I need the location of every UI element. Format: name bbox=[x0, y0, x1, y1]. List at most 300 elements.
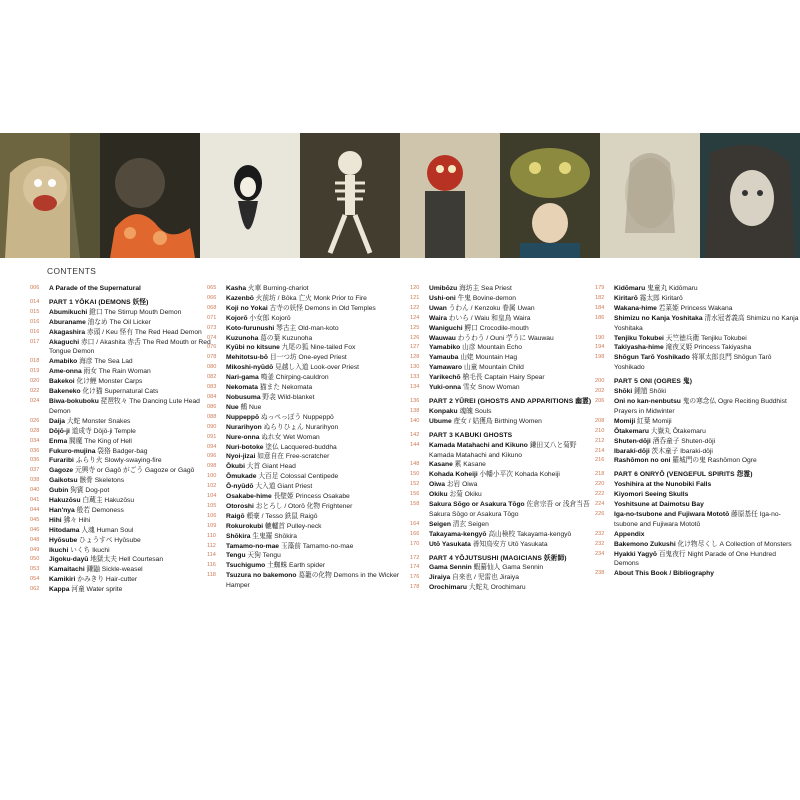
toc-entry-description: 蝦蟇仙人 Gama Sennin bbox=[471, 564, 544, 572]
toc-page-number: 136 bbox=[410, 397, 420, 404]
toc-entry[interactable] bbox=[207, 324, 416, 334]
toc-entry-title: Ubume bbox=[429, 417, 452, 425]
toc-entry[interactable] bbox=[207, 462, 416, 472]
toc-entry[interactable] bbox=[207, 294, 416, 304]
toc-entry-text bbox=[49, 417, 214, 427]
toc-entry[interactable] bbox=[410, 500, 599, 520]
toc-entry-text bbox=[429, 583, 599, 593]
toc-entry-description: 土蜘蛛 Earth spider bbox=[265, 562, 326, 570]
banner-panel-3 bbox=[200, 133, 300, 258]
toc-entry-title: Kamada Matahachi and Kikuno bbox=[429, 441, 528, 449]
toc-entry-description: 善知鳥安方 Utō Yasukata bbox=[470, 540, 548, 548]
toc-entry[interactable] bbox=[30, 367, 214, 377]
toc-entry-title: Kojorō bbox=[226, 314, 248, 322]
toc-entry-title: Nure-onna bbox=[226, 433, 260, 441]
toc-entry-description: 長壁姫 Princess Osakabe bbox=[271, 493, 350, 501]
toc-entry[interactable] bbox=[30, 338, 214, 358]
toc-entry-title: Ibaraki-dōji bbox=[614, 447, 650, 455]
toc-section-heading[interactable] bbox=[595, 377, 799, 387]
toc-entry-text bbox=[226, 482, 416, 492]
toc-entry-text bbox=[614, 540, 799, 550]
toc-page-number: 118 bbox=[207, 572, 216, 579]
toc-entry[interactable] bbox=[207, 502, 416, 512]
toc-entry-title: Ōtakemaru bbox=[614, 427, 649, 435]
toc-entry-description: 琵琶牧々 The Dancing Lute Head Demon bbox=[49, 397, 200, 415]
toc-entry-description: 滝夜叉姫 Princess Takiyasha bbox=[663, 344, 752, 352]
toc-entry-title: Iga-no-tsubone and Fujiwara Mototō bbox=[614, 510, 730, 518]
toc-entry-description: 清水冠者義高 Shimizu no Kanja Yoshitaka bbox=[614, 314, 799, 332]
toc-entry-title: Kasha bbox=[226, 285, 247, 292]
toc-entry[interactable] bbox=[207, 413, 416, 423]
toc-entry[interactable] bbox=[595, 304, 799, 314]
toc-entry[interactable] bbox=[30, 506, 214, 516]
toc-entry[interactable] bbox=[595, 284, 799, 294]
toc-entry[interactable] bbox=[595, 490, 799, 500]
toc-entry[interactable] bbox=[207, 343, 416, 353]
toc-entry-title: Jiraiya bbox=[429, 574, 451, 582]
toc-entry-title: Bakeneko bbox=[49, 388, 81, 396]
toc-entry[interactable] bbox=[595, 314, 799, 334]
toc-page-number: 110 bbox=[207, 532, 216, 539]
toc-section-heading[interactable] bbox=[410, 554, 599, 564]
toc-entry[interactable] bbox=[207, 284, 416, 294]
toc-page-number: 121 bbox=[410, 294, 420, 301]
toc-entry[interactable] bbox=[410, 480, 599, 490]
toc-entry-description: 鬼童丸 Kidōmaru bbox=[645, 285, 698, 292]
toc-entry[interactable] bbox=[410, 563, 599, 573]
toc-page-number: 046 bbox=[30, 526, 40, 533]
toc-entry[interactable] bbox=[410, 343, 599, 353]
toc-entry[interactable] bbox=[410, 324, 599, 334]
toc-page-number: 096 bbox=[207, 453, 217, 460]
toc-entry-text bbox=[429, 540, 599, 550]
toc-entry[interactable] bbox=[30, 486, 214, 496]
toc-page-number: 066 bbox=[207, 294, 217, 301]
toc-entry-text bbox=[226, 472, 416, 482]
toc-entry-text bbox=[614, 334, 799, 344]
toc-entry-text bbox=[226, 542, 416, 552]
toc-entry-text bbox=[429, 407, 599, 417]
toc-entry[interactable] bbox=[410, 407, 599, 417]
toc-entry-text bbox=[226, 383, 416, 393]
toc-entry-text bbox=[614, 304, 799, 314]
toc-entry[interactable] bbox=[207, 561, 416, 571]
toc-entry-title: Seigen bbox=[429, 520, 451, 528]
toc-entry[interactable] bbox=[207, 492, 416, 502]
toc-entry-title: Waira bbox=[429, 314, 447, 322]
toc-entry[interactable] bbox=[595, 387, 799, 397]
toc-entry-text bbox=[226, 452, 416, 462]
toc-entry-description: 霧太郎 Kiritarō bbox=[637, 294, 683, 302]
toc-entry[interactable] bbox=[410, 314, 599, 324]
toc-entry-description: 九尾の狐 Nine-tailed Fox bbox=[279, 344, 356, 352]
toc-entry-description: 河童 Water sprite bbox=[69, 586, 123, 594]
toc-page-number: 028 bbox=[30, 427, 40, 434]
toc-entry[interactable] bbox=[30, 516, 214, 526]
toc-entry[interactable] bbox=[595, 510, 799, 530]
toc-page-number: 220 bbox=[595, 481, 605, 488]
toc-entry-description: お岩 Oiwa bbox=[444, 481, 478, 489]
toc-page-number: 144 bbox=[410, 441, 420, 448]
toc-entry-description: 化け猫 Supernatural Cats bbox=[80, 388, 159, 396]
toc-entry[interactable] bbox=[30, 466, 214, 476]
toc-entry[interactable] bbox=[207, 353, 416, 363]
toc-entry[interactable] bbox=[207, 512, 416, 522]
toc-entry[interactable] bbox=[30, 357, 214, 367]
toc-entry-title: Yamabiko bbox=[429, 344, 461, 352]
toc-entry[interactable] bbox=[207, 334, 416, 344]
toc-entry[interactable] bbox=[410, 304, 599, 314]
toc-entry-title: Kuzunoha bbox=[226, 334, 259, 342]
toc-entry-title: Ikuchi bbox=[49, 546, 69, 554]
toc-entry-description: 葛籠の化物 Demons in the Wicker Hamper bbox=[226, 572, 400, 590]
toc-entry-title: Yoshitsune at Daimotsu Bay bbox=[614, 501, 704, 509]
toc-entry[interactable] bbox=[207, 482, 416, 492]
toc-section-heading[interactable] bbox=[30, 298, 214, 308]
toc-page-number: 100 bbox=[207, 473, 217, 480]
toc-entry[interactable] bbox=[30, 284, 214, 294]
toc-entry[interactable] bbox=[30, 437, 214, 447]
toc-entry-title: Tengu bbox=[226, 552, 246, 560]
toc-entry[interactable] bbox=[595, 334, 799, 344]
toc-page-number: 105 bbox=[207, 502, 217, 509]
toc-entry[interactable] bbox=[207, 423, 416, 433]
toc-entry[interactable] bbox=[207, 522, 416, 532]
toc-entry[interactable] bbox=[207, 551, 416, 561]
toc-page-number: 040 bbox=[30, 487, 40, 494]
toc-page-number: 198 bbox=[595, 354, 605, 361]
toc-entry-description: 山彦 Mountain Echo bbox=[460, 344, 522, 352]
toc-page-number: 190 bbox=[595, 334, 605, 341]
toc-entry-text bbox=[49, 536, 214, 546]
toc-entry-text bbox=[614, 387, 799, 397]
toc-entry-title: About This Book / Bibliography bbox=[614, 570, 714, 578]
toc-entry-title: Han'nya bbox=[49, 506, 75, 514]
toc-page-number: 218 bbox=[595, 471, 605, 478]
toc-entry[interactable] bbox=[595, 500, 799, 510]
toc-entry[interactable] bbox=[207, 393, 416, 403]
toc-entry[interactable] bbox=[595, 540, 799, 550]
toc-page-number: 133 bbox=[410, 374, 420, 381]
toc-entry-description: 猫また Nekomata bbox=[257, 384, 313, 392]
toc-entry[interactable] bbox=[595, 397, 799, 417]
toc-entry[interactable] bbox=[207, 383, 416, 393]
toc-entry-title: Rokurokubi bbox=[226, 522, 264, 530]
banner-panel-4 bbox=[300, 133, 400, 258]
toc-entry-text bbox=[614, 437, 799, 447]
toc-entry[interactable] bbox=[410, 383, 599, 393]
toc-entry-description: いくち Ikuchi bbox=[68, 546, 110, 554]
toc-entry-title: Tamamo-no-mae bbox=[226, 542, 280, 550]
toc-entry-title: PART 6 ONRYŌ (VENGEFUL SPIRITS 怨霊) bbox=[614, 471, 753, 479]
toc-page-number: 124 bbox=[410, 314, 420, 321]
toc-entry[interactable] bbox=[30, 476, 214, 486]
toc-page-number: 222 bbox=[595, 491, 605, 498]
toc-entry[interactable] bbox=[595, 550, 799, 570]
toc-page-number: 176 bbox=[410, 574, 420, 581]
toc-entry-text bbox=[49, 328, 214, 338]
toc-entry[interactable] bbox=[207, 363, 416, 373]
toc-entry-description: ぬっぺっぽう Nuppeppō bbox=[259, 413, 334, 421]
toc-page-number: 090 bbox=[207, 423, 217, 430]
toc-entry-text bbox=[49, 456, 214, 466]
toc-entry[interactable] bbox=[595, 343, 799, 353]
toc-entry-description: 大入道 Giant Priest bbox=[253, 483, 313, 491]
toc-entry[interactable] bbox=[595, 480, 799, 490]
toc-entry[interactable] bbox=[30, 377, 214, 387]
toc-entry-description: 天竺徳兵衛 Tenjiku Tokubei bbox=[663, 334, 747, 342]
toc-entry-description: ふらり火 Slowly-swaying-fire bbox=[73, 457, 162, 465]
toc-entry-text bbox=[429, 530, 599, 540]
toc-entry[interactable] bbox=[410, 353, 599, 363]
toc-entry-text bbox=[226, 314, 416, 324]
toc-entry[interactable] bbox=[207, 443, 416, 453]
toc-entry[interactable] bbox=[410, 470, 599, 480]
toc-entry[interactable] bbox=[30, 447, 214, 457]
toc-entry-text bbox=[226, 393, 416, 403]
toc-entry-title: Tsuchigumo bbox=[226, 562, 266, 570]
toc-entry[interactable] bbox=[410, 490, 599, 500]
toc-entry-description: 狒々 Hihi bbox=[61, 516, 91, 524]
toc-entry-description: 清玄 Seigen bbox=[450, 520, 489, 528]
toc-entry-description: わうわう / Ouni 苧うに Wauwau bbox=[455, 334, 554, 342]
toc-entry-title: Yarikechō bbox=[429, 374, 461, 382]
toc-page-number: 038 bbox=[30, 477, 40, 484]
toc-entry-text bbox=[226, 502, 416, 512]
toc-entry-title: Hakuzōsu bbox=[49, 497, 81, 505]
toc-entry-description: 見越し入道 Look-over Priest bbox=[273, 364, 360, 372]
toc-entry[interactable] bbox=[410, 583, 599, 593]
toc-entry-description: 般若 Demoness bbox=[74, 506, 124, 514]
toc-entry-text bbox=[614, 510, 799, 530]
toc-entry[interactable] bbox=[30, 456, 214, 466]
toc-entry[interactable] bbox=[207, 532, 416, 542]
toc-entry-description: 玉藻前 Tamamo-no-mae bbox=[279, 542, 354, 550]
toc-entry-text bbox=[226, 492, 416, 502]
toc-section-heading[interactable] bbox=[595, 470, 799, 480]
toc-entry-description: 茨木童子 Ibaraki-dōji bbox=[649, 447, 713, 455]
toc-entry-description: 骸骨 Skeletons bbox=[77, 477, 125, 485]
toc-entry-title: Koto-furunushi bbox=[226, 324, 275, 332]
toc-entry-description: 鐙口 The Stirrup Mouth Demon bbox=[87, 308, 182, 316]
toc-entry[interactable] bbox=[410, 363, 599, 373]
toc-entry[interactable] bbox=[595, 530, 799, 540]
toc-entry-description: 槍毛長 Captain Hairy Spear bbox=[460, 374, 545, 382]
toc-entry-text bbox=[614, 294, 799, 304]
toc-entry-title: Okiku bbox=[429, 491, 448, 499]
toc-entry-text bbox=[614, 417, 799, 427]
toc-page-number: 164 bbox=[410, 520, 420, 527]
toc-entry-title: Bakekoi bbox=[49, 378, 75, 386]
toc-entry-text bbox=[49, 506, 214, 516]
toc-entry-text bbox=[49, 565, 214, 575]
toc-entry-title: Amabiko bbox=[49, 358, 78, 366]
toc-entry-text bbox=[49, 367, 214, 377]
toc-entry-title: Nuri-botoke bbox=[226, 443, 264, 451]
toc-page-number: 094 bbox=[207, 443, 217, 450]
toc-entry-text bbox=[429, 554, 599, 564]
toc-entry[interactable] bbox=[595, 353, 799, 373]
toc-entry[interactable] bbox=[30, 555, 214, 565]
toc-entry-title: Akaguchi bbox=[49, 338, 80, 346]
toc-entry-text bbox=[226, 363, 416, 373]
toc-entry[interactable] bbox=[30, 387, 214, 397]
toc-entry-text bbox=[429, 324, 599, 334]
toc-entry-title: Nue bbox=[226, 403, 239, 411]
toc-entry-text bbox=[49, 318, 214, 328]
toc-entry[interactable] bbox=[30, 565, 214, 575]
toc-page-number: 086 bbox=[207, 403, 217, 410]
toc-entry[interactable] bbox=[410, 460, 599, 470]
toc-entry[interactable] bbox=[30, 585, 214, 595]
artwork-banner bbox=[0, 133, 800, 258]
toc-entry-title: Shuten-dōji bbox=[614, 437, 651, 445]
toc-entry[interactable] bbox=[410, 530, 599, 540]
toc-entry[interactable] bbox=[207, 571, 416, 591]
toc-page-number: 186 bbox=[595, 314, 605, 321]
toc-entry-title: Hitodama bbox=[49, 526, 80, 534]
toc-page-number: 068 bbox=[207, 304, 217, 311]
toc-entry-text bbox=[429, 470, 599, 480]
toc-page-number: 036 bbox=[30, 447, 40, 454]
toc-page-number: 182 bbox=[595, 294, 605, 301]
toc-page-number: 122 bbox=[410, 304, 420, 311]
toc-entry-text bbox=[429, 431, 599, 441]
toc-entry-title: Fukuro-mujina bbox=[49, 447, 96, 455]
toc-entry[interactable] bbox=[410, 334, 599, 344]
toc-entry[interactable] bbox=[30, 526, 214, 536]
toc-entry[interactable] bbox=[410, 441, 599, 461]
toc-section-heading[interactable] bbox=[410, 431, 599, 441]
toc-entry-title: PART 3 KABUKI GHOSTS bbox=[429, 431, 513, 439]
toc-entry-description: 鰐口 Crocodile-mouth bbox=[462, 324, 529, 332]
toc-entry[interactable] bbox=[207, 304, 416, 314]
toc-entry[interactable] bbox=[595, 417, 799, 427]
toc-entry-title: Nari-gama bbox=[226, 374, 259, 382]
toc-entry-description: 古寺の妖怪 Demons in Old Temples bbox=[267, 304, 376, 312]
toc-entry[interactable] bbox=[207, 472, 416, 482]
toc-entry[interactable] bbox=[30, 536, 214, 546]
toc-entry[interactable] bbox=[595, 437, 799, 447]
toc-entry-title: Kamaitachi bbox=[49, 566, 85, 574]
toc-entry[interactable] bbox=[595, 456, 799, 466]
toc-entry-title: Sakura Sōgo or Asakura Tōgo bbox=[429, 501, 525, 509]
toc-entry[interactable] bbox=[30, 308, 214, 318]
toc-entry[interactable] bbox=[30, 546, 214, 556]
toc-entry[interactable] bbox=[410, 373, 599, 383]
toc-entry-description: 鳴釜 Chirping-cauldron bbox=[258, 374, 329, 382]
toc-entry-text bbox=[614, 284, 799, 294]
toc-entry[interactable] bbox=[595, 447, 799, 457]
toc-page-number: 076 bbox=[207, 344, 217, 351]
toc-entry-description: 百鬼夜行 Night Parade of One Hundred Demons bbox=[614, 550, 776, 568]
toc-entry-text bbox=[49, 575, 214, 585]
toc-entry-title: PART 2 YŪREI (GHOSTS AND APPARITIONS 幽霊) bbox=[429, 397, 592, 405]
toc-entry[interactable] bbox=[30, 575, 214, 585]
toc-entry[interactable] bbox=[30, 328, 214, 338]
toc-entry-title: Shōki bbox=[614, 388, 633, 396]
toc-entry-description: お菊 Okiku bbox=[447, 491, 482, 499]
toc-column-1 bbox=[30, 284, 214, 595]
toc-entry-description: 海彦 The Sea Lad bbox=[77, 358, 133, 366]
toc-page-number: 048 bbox=[30, 536, 40, 543]
toc-entry[interactable] bbox=[30, 427, 214, 437]
toc-entry-title: Aburaname bbox=[49, 318, 86, 326]
toc-entry[interactable] bbox=[410, 540, 599, 550]
toc-page-number: 020 bbox=[30, 378, 40, 385]
toc-section-heading[interactable] bbox=[410, 397, 599, 407]
toc-entry-title: Kohada Koheiji bbox=[429, 471, 478, 479]
toc-entry[interactable] bbox=[207, 373, 416, 383]
toc-page-number: 109 bbox=[207, 522, 217, 529]
toc-entry-text bbox=[429, 373, 599, 383]
toc-entry[interactable] bbox=[595, 427, 799, 437]
toc-page-number: 054 bbox=[30, 576, 40, 583]
toc-entry-text bbox=[226, 423, 416, 433]
toc-entry-description: 白蔵主 Hakuzōsu bbox=[80, 497, 135, 505]
toc-entry-description: 藤原基任 Iga-no-tsubone and Fujiwara Mototō bbox=[614, 510, 781, 528]
toc-entry-title: Oiwa bbox=[429, 481, 445, 489]
toc-entry-title: Orochimaru bbox=[429, 584, 467, 592]
toc-entry[interactable] bbox=[30, 496, 214, 506]
toc-entry-text bbox=[226, 284, 416, 294]
toc-entry[interactable] bbox=[410, 417, 599, 427]
toc-page-number: 065 bbox=[207, 285, 217, 291]
toc-entry[interactable] bbox=[410, 284, 599, 294]
toc-entry-text bbox=[226, 334, 416, 344]
toc-entry[interactable] bbox=[207, 542, 416, 552]
toc-page-number: 232 bbox=[595, 540, 605, 547]
toc-entry-title: Appendix bbox=[614, 530, 645, 538]
toc-entry[interactable] bbox=[410, 573, 599, 583]
toc-page-number: 073 bbox=[207, 324, 217, 331]
toc-entry[interactable] bbox=[410, 520, 599, 530]
toc-entry-description: 大蛇丸 Orochimaru bbox=[466, 584, 526, 592]
toc-entry-text bbox=[614, 397, 799, 417]
toc-entry[interactable] bbox=[30, 417, 214, 427]
toc-page-number: 232 bbox=[595, 530, 605, 537]
toc-entry[interactable] bbox=[30, 397, 214, 417]
toc-entry[interactable] bbox=[207, 452, 416, 462]
toc-entry-title: Yamauba bbox=[429, 354, 459, 362]
toc-entry-title: Utō Yasukata bbox=[429, 540, 471, 548]
toc-page-number: 208 bbox=[595, 417, 605, 424]
toc-entry-title: Jigoku-dayū bbox=[49, 556, 89, 564]
toc-entry-description: 油なめ The Oil Licker bbox=[85, 318, 151, 326]
toc-entry-description: 高山検校 Takayama-kengyō bbox=[486, 530, 572, 538]
toc-entry-description: 鬼の寒念仏 Ogre Reciting Buddhist Prayers in Midwinter bbox=[614, 397, 787, 415]
toc-entry-title: Daija bbox=[49, 417, 65, 425]
toc-entry[interactable] bbox=[207, 403, 416, 413]
toc-entry[interactable] bbox=[207, 433, 416, 443]
toc-page-number: 120 bbox=[410, 285, 420, 291]
toc-entry-description: 狗賓 Dog-pot bbox=[68, 487, 110, 495]
toc-page-number: 102 bbox=[207, 483, 217, 490]
toc-entry-text bbox=[226, 324, 416, 334]
toc-entry[interactable] bbox=[207, 314, 416, 324]
toc-entry-description: 小女郎 Kojorō bbox=[247, 314, 291, 322]
toc-entry-text bbox=[429, 573, 599, 583]
toc-entry[interactable] bbox=[595, 569, 799, 579]
toc-entry-text bbox=[226, 403, 416, 413]
toc-entry-title: Shōgun Tarō Yoshikado bbox=[614, 354, 690, 362]
toc-entry-text bbox=[49, 546, 214, 556]
toc-entry-text bbox=[614, 343, 799, 353]
toc-entry[interactable] bbox=[30, 318, 214, 328]
toc-entry[interactable] bbox=[410, 294, 599, 304]
toc-entry[interactable] bbox=[595, 294, 799, 304]
toc-page-number: 140 bbox=[410, 417, 420, 424]
